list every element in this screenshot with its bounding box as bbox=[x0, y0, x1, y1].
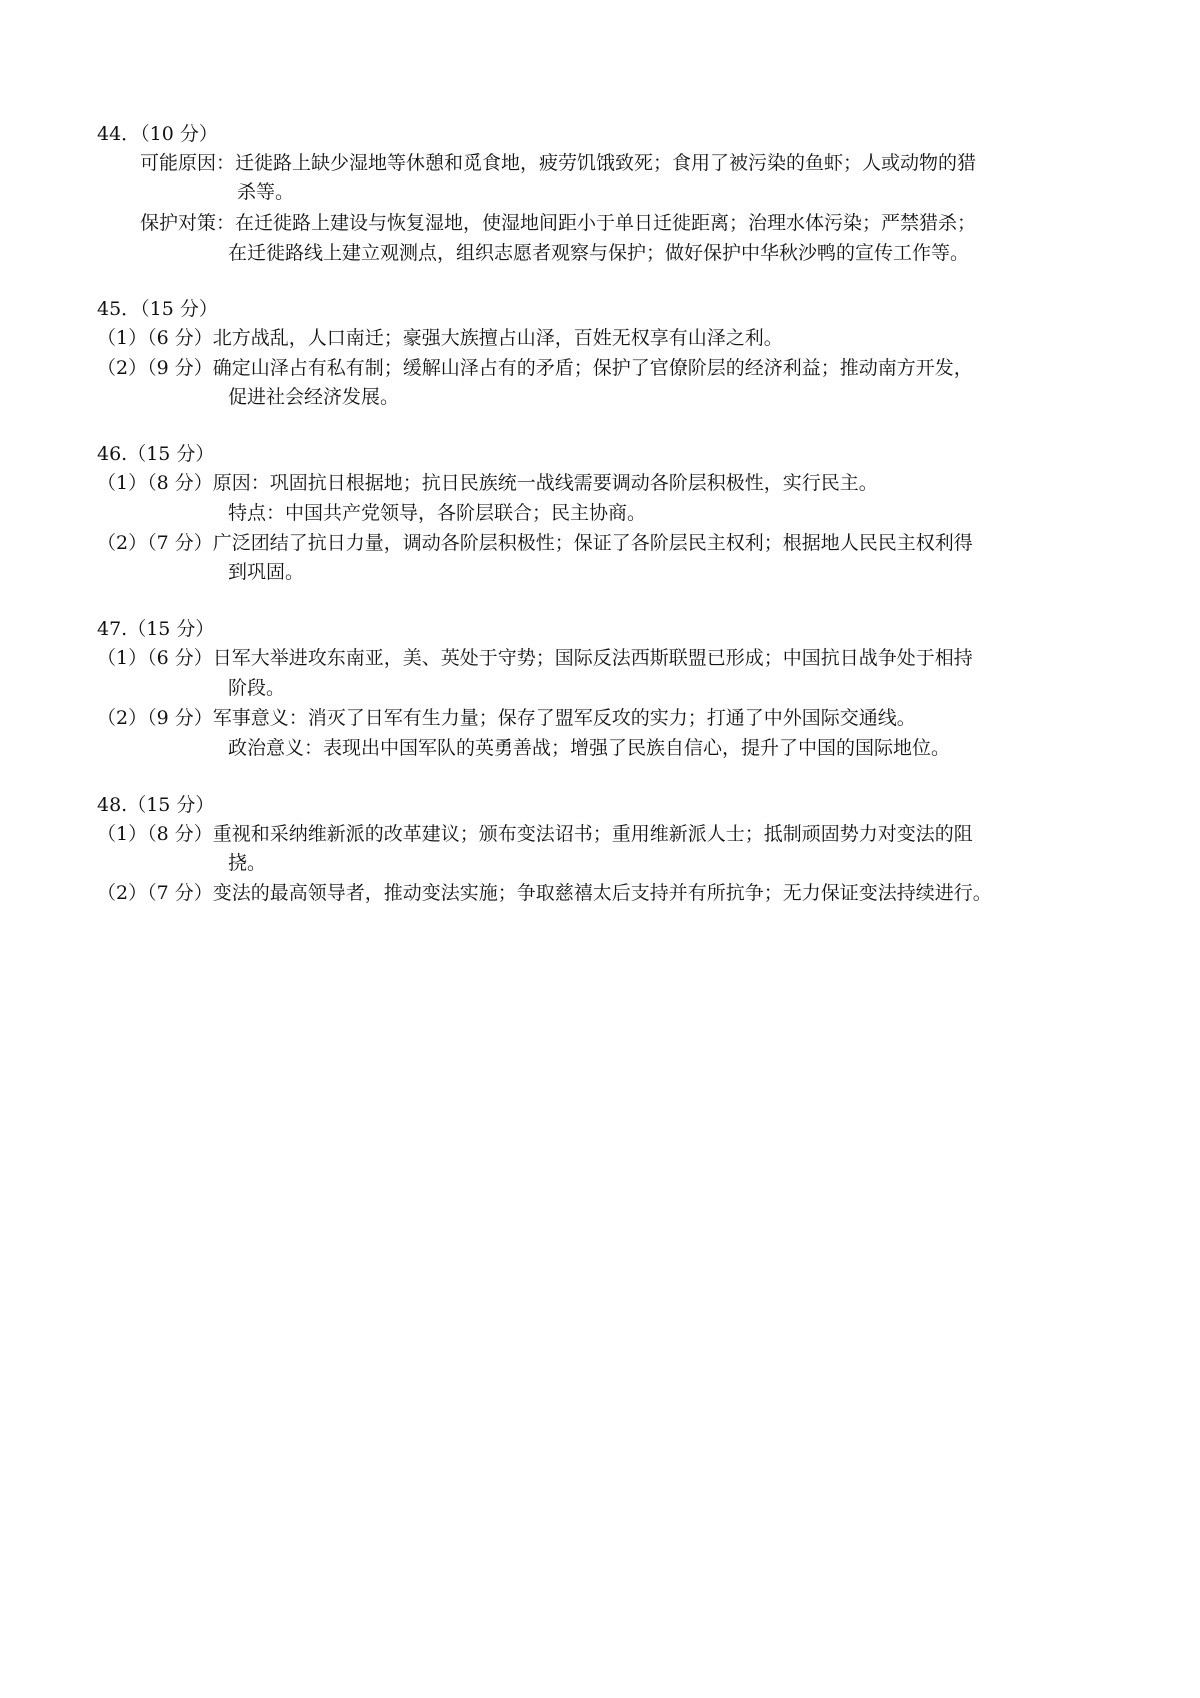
q45-line-1: （1）（6 分）北方战乱，人口南迁；豪强大族擅占山泽，百姓无权享有山泽之利。 bbox=[97, 327, 783, 349]
q44-line-4: 在迁徙路线上建立观测点，组织志愿者观察与保护；做好保护中华秋沙鸭的宣传工作等。 bbox=[228, 242, 970, 264]
q46-header: 46.（15 分） bbox=[97, 443, 215, 465]
q46-line-1: （1）（8 分）原因：巩固抗日根据地；抗日民族统一战线需要调动各阶层积极性，实行民主。 bbox=[97, 472, 878, 494]
q48-line-2: 挠。 bbox=[228, 852, 267, 874]
q44-line-2: 杀等。 bbox=[237, 181, 295, 203]
q48-line-1: （1）（8 分）重视和采纳维新派的改革建议；颁布变法诏书；重用维新派人士；抵制顽固势力对变法的阻 bbox=[97, 823, 973, 845]
q46-line-3: （2）（7 分）广泛团结了抗日力量，调动各阶层积极性；保证了各阶层民主权利；根据地人民民主权利得 bbox=[97, 532, 973, 554]
q46-line-2: 特点：中国共产党领导，各阶层联合；民主协商。 bbox=[228, 502, 647, 524]
q48-header: 48.（15 分） bbox=[97, 794, 215, 816]
q48-line-3: （2）（7 分）变法的最高领导者，推动变法实施；争取慈禧太后支持并有所抗争；无力保证变法持续进行。 bbox=[97, 882, 992, 904]
q44-line-3: 保护对策：在迁徙路上建设与恢复湿地，使湿地间距小于单日迁徙距离；治理水体污染；严禁猎杀； bbox=[140, 212, 977, 234]
q45-header: 45．（15 分） bbox=[97, 298, 218, 320]
q47-header: 47.（15 分） bbox=[97, 618, 215, 640]
q45-line-2: （2）（9 分）确定山泽占有私有制；缓解山泽占有的矛盾；保护了官僚阶层的经济利益；推动南方开发， bbox=[97, 357, 973, 379]
q46-line-4: 到巩固。 bbox=[228, 561, 305, 583]
q47-line-3: （2）（9 分）军事意义：消灭了日军有生力量；保存了盟军反攻的实力；打通了中外国际交通线。 bbox=[97, 707, 916, 729]
q44-header: 44．（10 分） bbox=[97, 123, 218, 145]
q47-line-2: 阶段。 bbox=[228, 677, 286, 699]
q45-line-3: 促进社会经济发展。 bbox=[228, 386, 400, 408]
q44-line-1: 可能原因：迁徙路上缺少湿地等休憩和觅食地，疲劳饥饿致死；食用了被污染的鱼虾；人或动物的猎 bbox=[140, 152, 977, 174]
q47-line-4: 政治意义：表现出中国军队的英勇善战；增强了民族自信心，提升了中国的国际地位。 bbox=[228, 737, 951, 759]
q47-line-1: （1）（6 分）日军大举进攻东南亚，美、英处于守势；国际反法西斯联盟已形成；中国抗日战争处于相持 bbox=[97, 647, 973, 669]
